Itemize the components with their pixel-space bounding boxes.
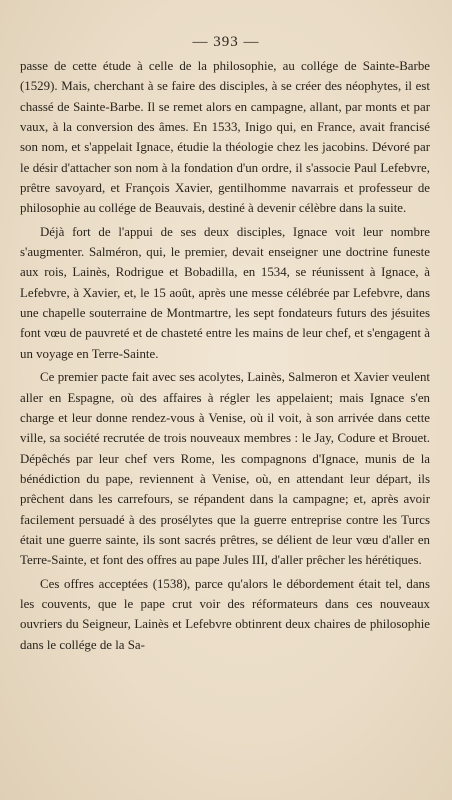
paragraph-1: passe de cette étude à celle de la philosophie, au collége de Sainte-Barbe (1529). Mais, cherchant à se faire des disciples, à se créer des néophytes, il est chassé de Sainte-Barbe. Il se remet alors en campagne, allant, par monts et par vaux, à la conversion des âmes. En 1533, Inigo qui, en France, avait francisé son nom, et s'appelait Ignace, étudie la théologie chez les jacobins. Dévoré par le désir d'attacher son nom à la fondation d'un ordre, il s'associe Paul Lefebvre, prêtre savoyard, et François Xavier, gentilhomme navarrais et professeur de philosophie au collége de Beauvais, destiné à devenir célèbre dans la suite. xyxy=(20,59,430,216)
paragraph-4: Ces offres acceptées (1538), parce qu'alors le débordement était tel, dans les couvents, que le pape crut voir des réformateurs dans ces nouveaux ouvriers du Seigneur, Lainès et Lefebvre obtinrent deux chaires de philosophie dans le collége de la Sa- xyxy=(20,576,430,652)
paragraph-3: Ce premier pacte fait avec ses acolytes, Lainès, Salmeron et Xavier veulent aller en Espagne, où des affaires à régler les appelaient; mais Ignace s'en charge et leur donne rendez-vous à Venise, où il voit, à son arrivée dans cette ville, sa société recrutée de trois nouveaux membres : le Jay, Codure et Brouet. Dépêchés par leur chef vers Rome, les compagnons d'Ignace, munis de la bénédiction du pape, reviennent à Venise, où, en attendant leur départ, ils prêchent dans les carrefours, se répandent dans la campagne; et, après avoir facilement persuadé à des prosélytes que la guerre entreprise contre les Turcs était une guerre sainte, ils sont sacrés prêtres, se délient de leur vœu d'aller en Terre-Sainte, et font des offres au pape Jules III, d'aller prêcher les hérétiques. xyxy=(20,370,430,568)
paragraph-2: Déjà fort de l'appui de ses deux disciples, Ignace voit leur nombre s'augmenter. Salméron, qui, le premier, devait enseigner une doctrine funeste aux rois, Lainès, Rodrigue et Bobadilla, en 1534, se réunissent à Ignace, à Lefebvre, à Xavier, et, le 15 août, après une messe célébrée par Lefebvre, dans une chapelle souterraine de Montmartre, les sept fondateurs futurs des jésuites font vœu de pauvreté et de chasteté entre les mains de leur chef, et s'engagent à un voyage en Terre-Sainte. xyxy=(20,224,430,361)
page-number: — 393 — xyxy=(192,34,260,50)
body-text xyxy=(20,56,430,655)
